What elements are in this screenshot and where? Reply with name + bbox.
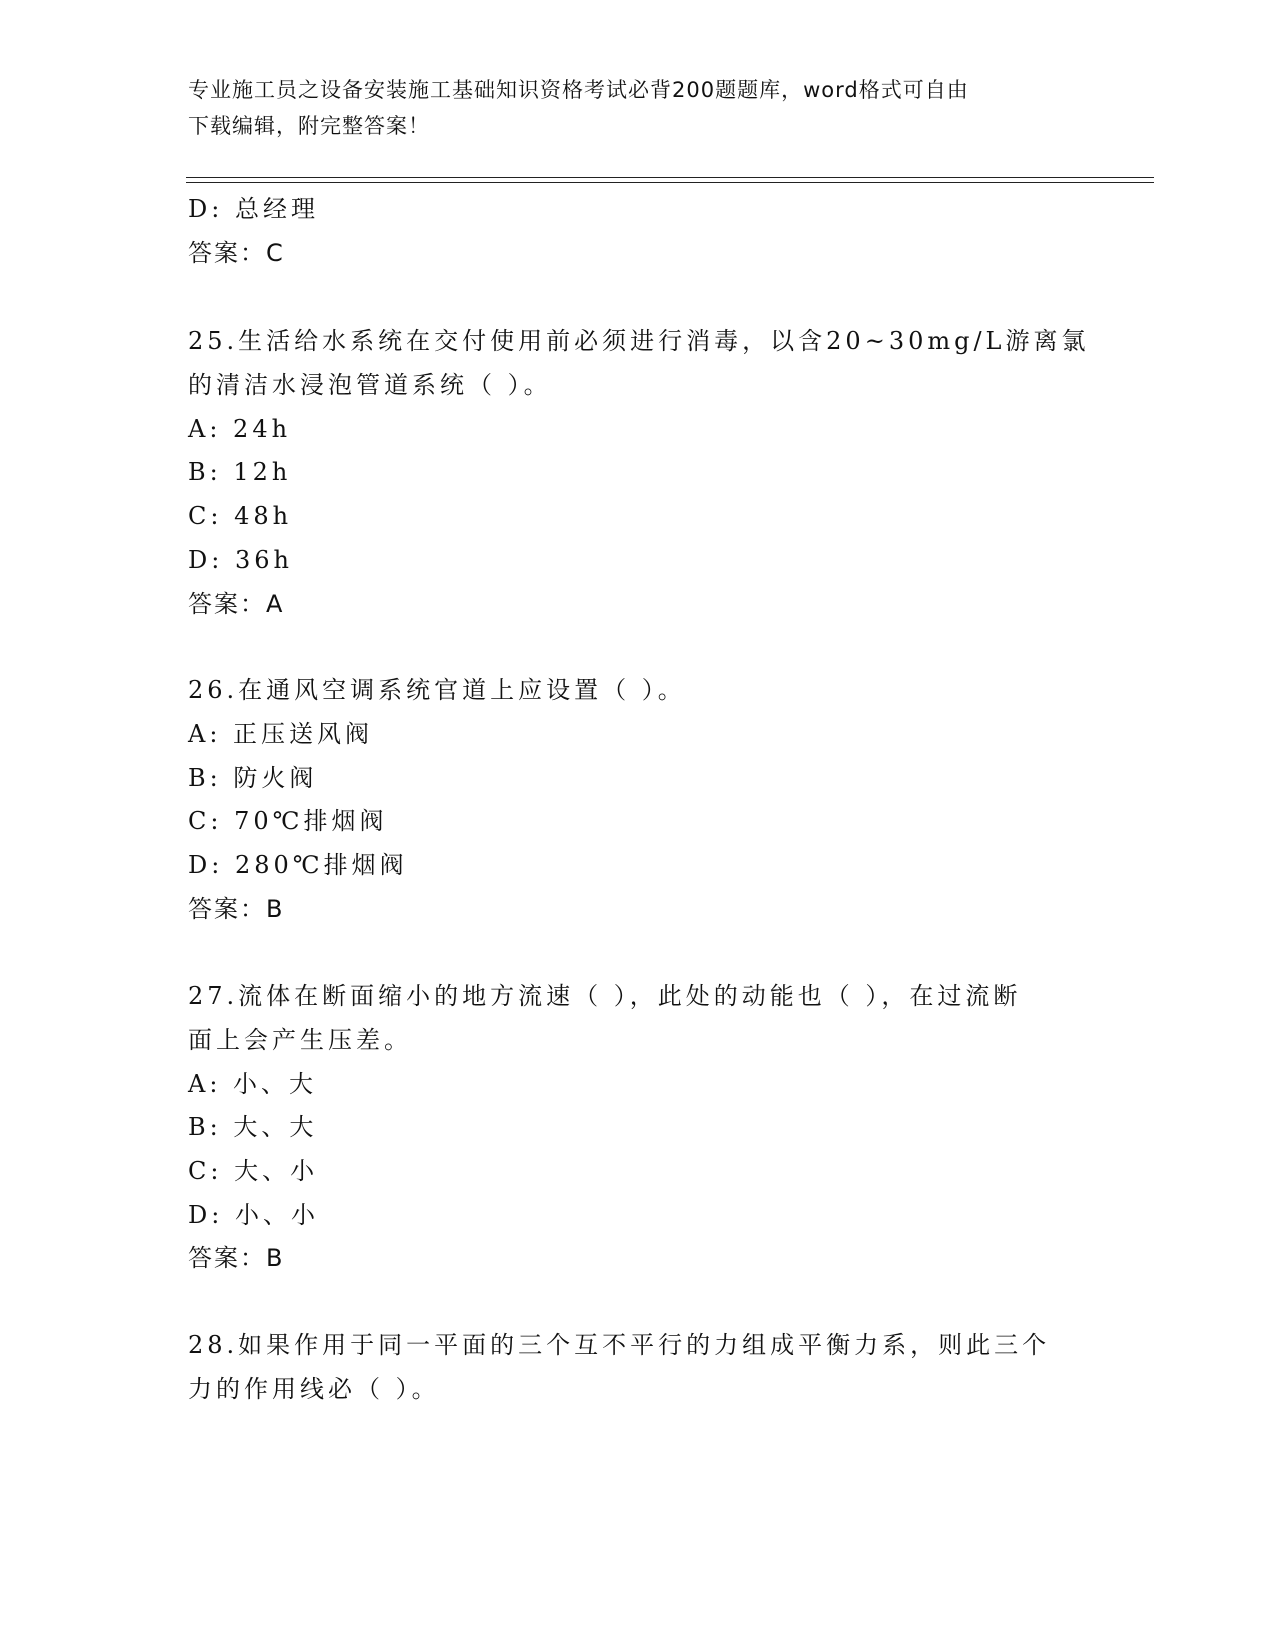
q25-answer: 答案：A [188,590,285,618]
header-divider-bottom [186,182,1154,183]
q28-stem-line-2: 力的作用线必（ ）。 [188,1375,440,1403]
q27-stem-line-1: 27.流体在断面缩小的地方流速（ ），此处的动能也（ ），在过流断 [188,982,1022,1010]
q26-option-c: C: 70℃排烟阀 [188,807,388,835]
q25-stem-line-2: 的清洁水浸泡管道系统（ ）。 [188,371,552,399]
q25-option-b: B: 12h [188,458,292,486]
q27-option-b: B: 大、大 [188,1113,318,1141]
header-line-2: 下载编辑，附完整答案！ [188,114,430,138]
q28-stem-line-1: 28.如果作用于同一平面的三个互不平行的力组成平衡力系，则此三个 [188,1331,1051,1359]
q25-option-a: A: 24h [188,415,292,443]
q26-answer: 答案：B [188,895,285,923]
q26-option-b: B: 防火阀 [188,764,318,792]
header-divider-top [186,177,1154,178]
document-header [188,72,1068,144]
q27-option-a: A: 小、大 [188,1070,318,1098]
q27-option-c: C: 大、小 [188,1157,319,1185]
q27-answer: 答案：B [188,1244,285,1272]
q27-stem-line-2: 面上会产生压差。 [188,1026,412,1054]
q26-option-a: A: 正压送风阀 [188,720,374,748]
q25-option-c: C: 48h [188,502,293,530]
header-line-1: 专业施工员之设备安装施工基础知识资格考试必背200题题库，word格式可自由 [188,78,969,102]
q25-stem-line-1: 25.生活给水系统在交付使用前必须进行消毒，以含20~30mg/L游离氯 [188,327,1090,355]
q25-option-d: D: 36h [188,546,293,574]
prev-answer: 答案：C [188,239,285,267]
q27-option-d: D: 小、小 [188,1201,319,1229]
q26-stem-line-1: 26.在通风空调系统官道上应设置（ ）。 [188,676,686,704]
prev-option-d: D: 总经理 [188,195,319,223]
q26-option-d: D: 280℃排烟阀 [188,851,408,879]
